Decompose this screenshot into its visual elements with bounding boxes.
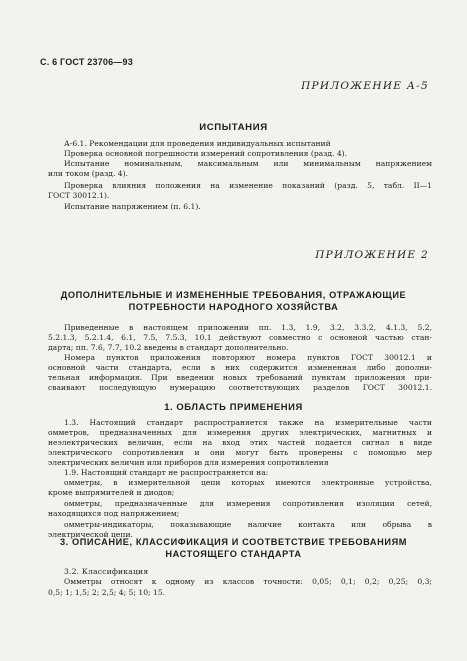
- text-line: Омметры относят к одному из классов точности: 0,05; 0,1; 0,2; 0,25; 0,3;: [64, 577, 432, 586]
- text-line: Проверка основной погрешности измерений сопротивления (разд. 4).: [64, 149, 348, 158]
- text-line: Проверка влияния положения на изменение показаний (разд. 5, табл. II—1: [64, 181, 432, 190]
- text-line: находящихся под напряжением;: [48, 509, 180, 518]
- text-line: омметры, предназначенные для измерения сопротивления изоляции сетей,: [64, 499, 432, 508]
- text-line: ГОСТ 30012.1).: [48, 191, 110, 200]
- text-line: электрических величин или приборов для измерения сопротивления: [48, 458, 329, 467]
- text-line: А-6.1. Рекомендации для проведения индивидуальных испытаний: [64, 139, 331, 148]
- text-line: омметры-индикаторы, показывающие наличие контакта или обрыва в: [64, 520, 432, 529]
- text-line: Приведенные в настоящем приложении пп. 1.3, 1.9, 3.2, 3.3.2, 4.1.3, 5.2,: [64, 323, 432, 332]
- appendix-2-label: ПРИЛОЖЕНИЕ 2: [315, 249, 429, 261]
- text-line: Номера пунктов приложения повторяют номера пунктов ГОСТ 30012.1 и: [64, 353, 432, 362]
- appendix-2-title-line: ПОТРЕБНОСТИ НАРОДНОГО ХОЗЯЙСТВА: [128, 302, 339, 312]
- text-line: омметров, предназначенных для измерения других электрических, магнитных и: [48, 428, 432, 437]
- appendix-a5-label: ПРИЛОЖЕНИЕ А-5: [301, 80, 429, 92]
- page-header: С. 6 ГОСТ 23706—93: [40, 57, 133, 67]
- appendix-a5-title: ИСПЫТАНИЯ: [199, 122, 268, 133]
- text-line: омметры, в измерительной цепи которых имеются электронные устройства,: [64, 478, 432, 487]
- text-line: дарта; пп. 7.6, 7.7, 10.2 введены в стандарт дополнительно.: [48, 343, 289, 352]
- section-1-title: 1. ОБЛАСТЬ ПРИМЕНЕНИЯ: [164, 401, 303, 412]
- text-line: 1.3. Настоящий стандарт распространяется также на измерительные части: [64, 418, 432, 427]
- text-line: 3.2. Классификация: [64, 567, 149, 576]
- section-3-title-line: НАСТОЯЩЕГО СТАНДАРТА: [165, 549, 302, 559]
- text-line: электрического сопротивления и они могут быть проверены с помощью мер: [48, 448, 432, 457]
- text-line: сваивают последующую нумерацию соответствующих разделов ГОСТ 30012.1.: [48, 383, 432, 392]
- text-line: 1.9. Настоящий стандарт не распространяется на:: [64, 468, 269, 477]
- text-line: электрической цепи.: [48, 530, 133, 539]
- text-line: тельная информация. При введении новых требований пунктам приложения при-: [48, 373, 432, 382]
- text-line: неэлектрических величин, если на вход этих частей подается сигнал в виде: [48, 438, 432, 447]
- text-line: кроме выпрямителей и диодов;: [48, 488, 175, 497]
- text-line: 5.2.1.3, 5.2.1.4, 6.1, 7.5, 7.5.3, 10.1 действуют совместно с основной частью стан-: [48, 333, 432, 342]
- text-line: или током (разд. 4).: [48, 169, 128, 178]
- appendix-2-title-line: ДОПОЛНИТЕЛЬНЫЕ И ИЗМЕНЕННЫЕ ТРЕБОВАНИЯ, ОТРАЖАЮЩИЕ: [60, 290, 407, 300]
- text-line: Испытание номинальным, максимальным или минимальным напряжением: [64, 159, 432, 168]
- text-line: основной части стандарта, если в них содержится измененная либо дополни-: [48, 363, 432, 372]
- text-line: Испытание напряжением (п. 6.1).: [64, 202, 201, 211]
- section-3-title-line: 3. ОПИСАНИЕ, КЛАССИФИКАЦИЯ И СООТВЕТСТВИЕ ТРЕБОВАНИЯМ: [59, 537, 408, 547]
- text-line: 0,5; 1; 1,5; 2; 2,5; 4; 5; 10; 15.: [48, 588, 166, 597]
